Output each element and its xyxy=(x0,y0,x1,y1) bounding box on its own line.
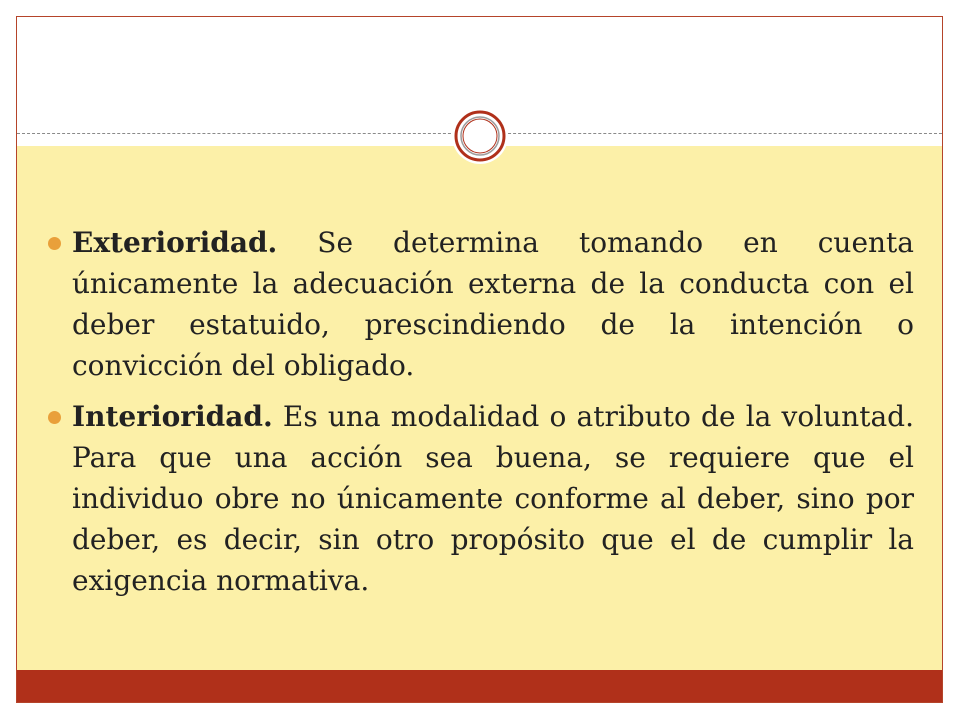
bullet-term: Exterioridad. xyxy=(72,226,278,259)
bottom-accent-bar xyxy=(17,670,942,702)
bullet-term: Interioridad. xyxy=(72,400,273,433)
bullet-text: Se determina tomando en cuenta únicamente la adecuación externa de la conducta con el deber estatuido, prescindiendo de la intención o convicción del obligado. xyxy=(72,226,914,382)
bullet-item-exterioridad xyxy=(48,222,914,386)
bullet-list xyxy=(48,222,914,611)
bullet-dot-icon xyxy=(48,411,61,424)
bullet-item-interioridad xyxy=(48,396,914,601)
bullet-text: Es una modalidad o atributo de la voluntad. Para que una acción sea buena, se requiere que el individuo obre no únicamente conforme al deber, sino por deber, es decir, sin otro propósito que el de cumplir la exigencia normativa. xyxy=(72,400,914,597)
ring-icon xyxy=(452,108,508,164)
circle-ornament-icon xyxy=(452,108,508,164)
bullet-dot-icon xyxy=(48,237,61,250)
